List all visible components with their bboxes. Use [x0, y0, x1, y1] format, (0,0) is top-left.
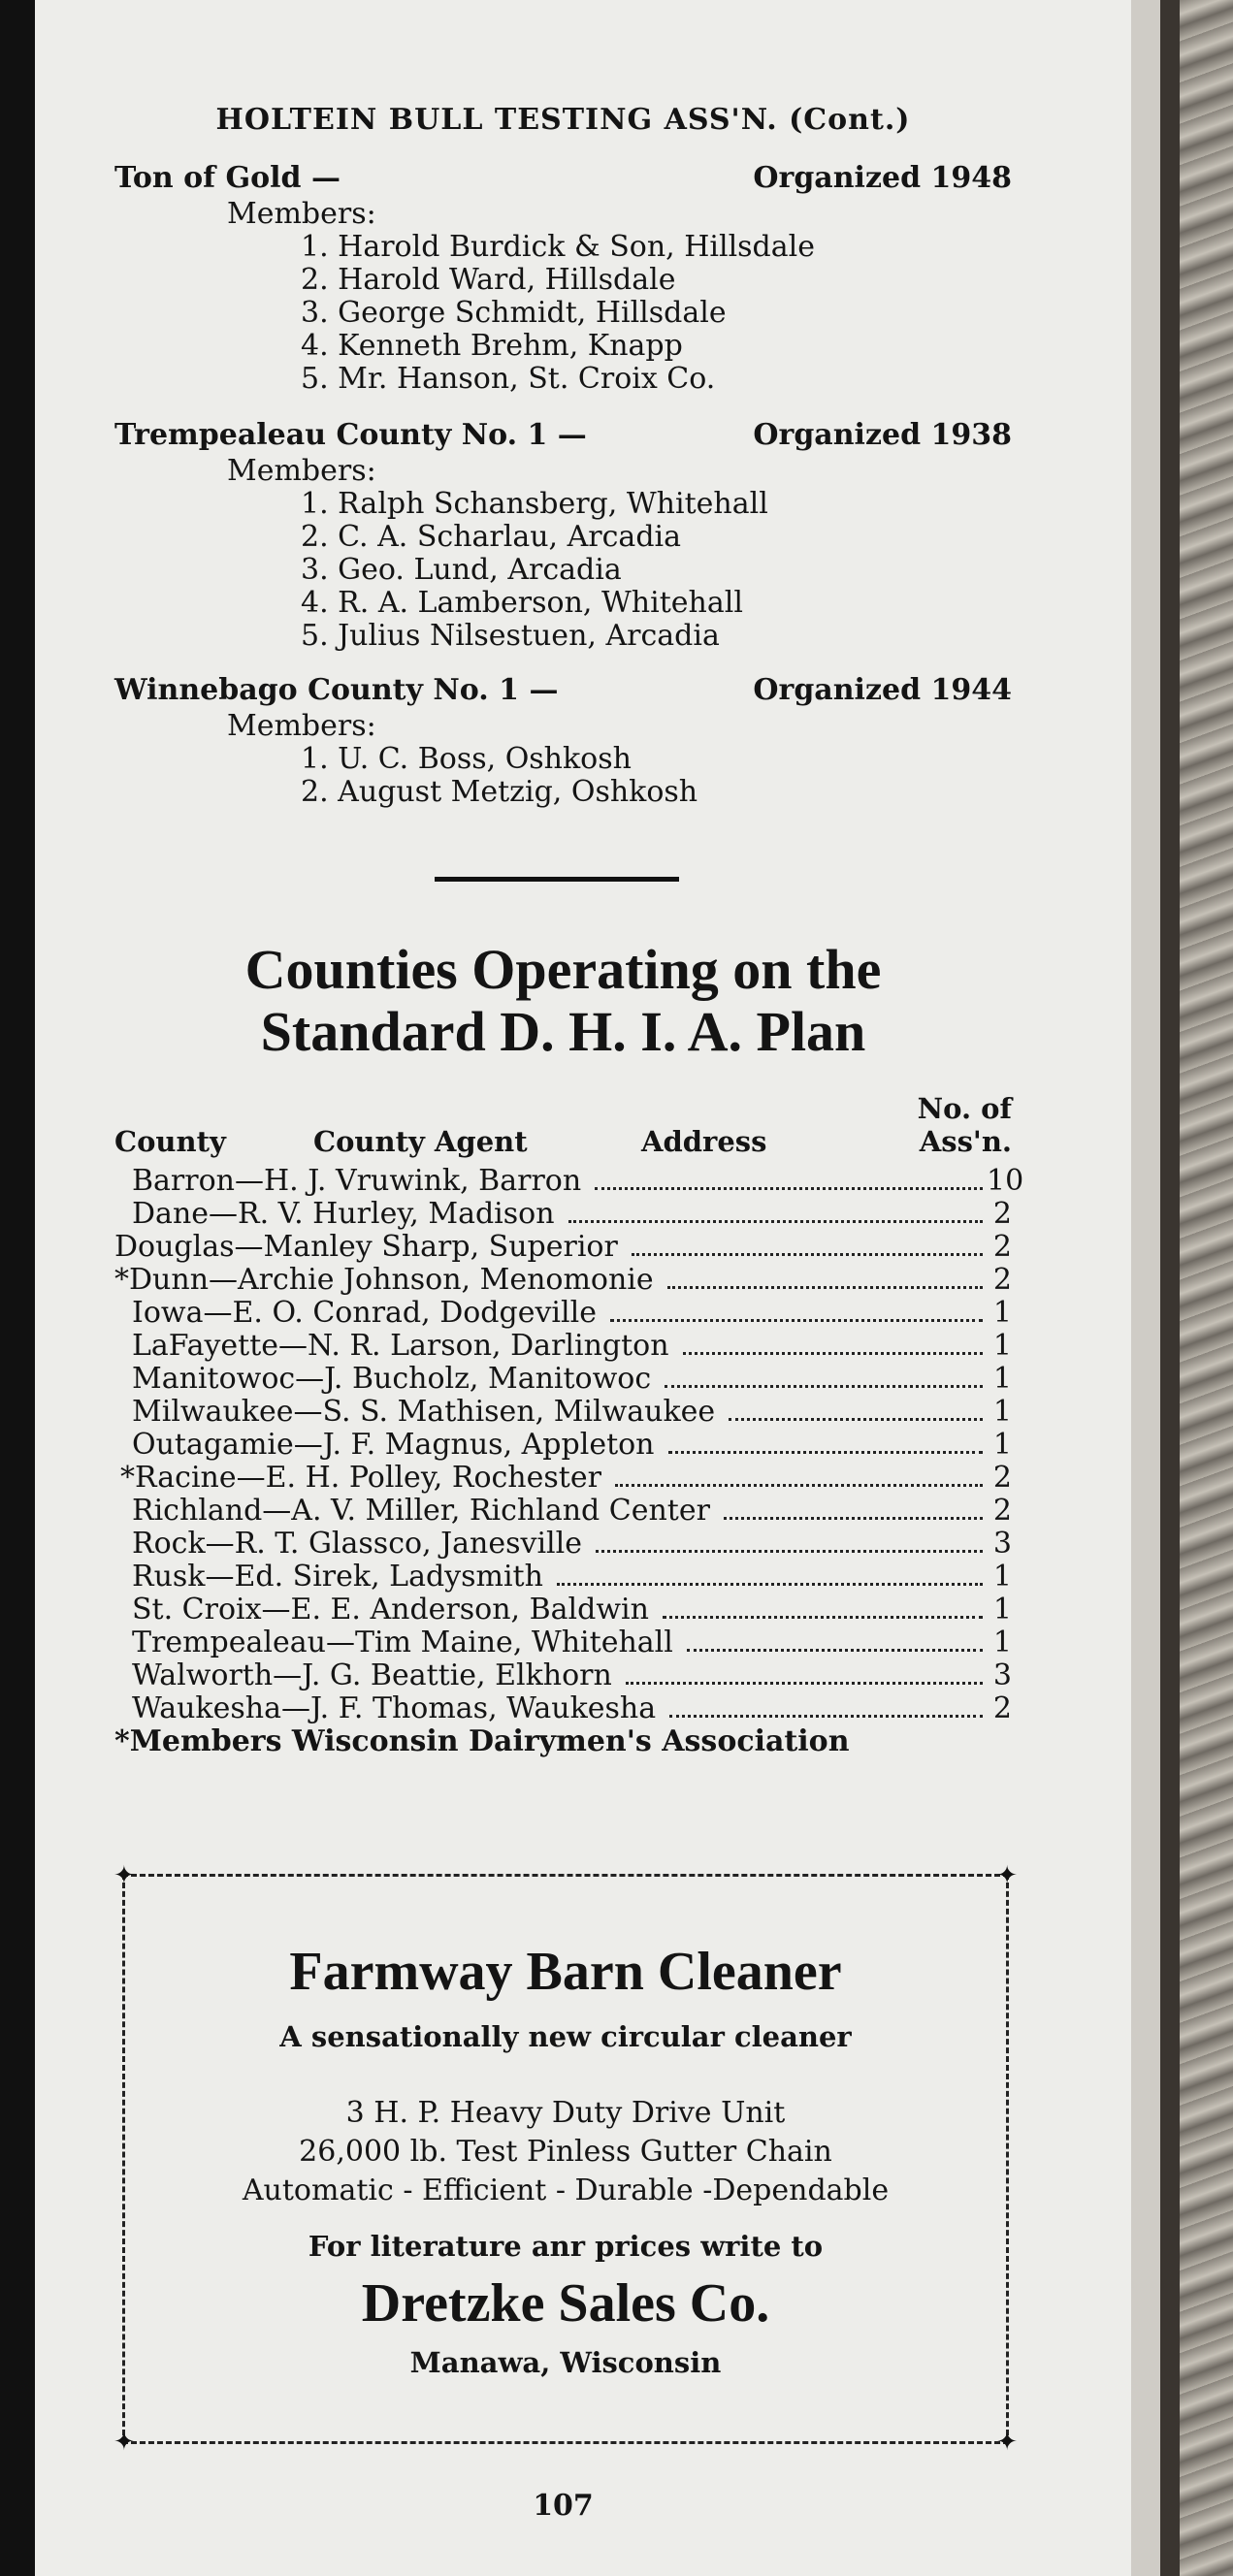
county-row	[114, 1362, 1012, 1395]
leader-dots	[557, 1583, 983, 1586]
county-text: Iowa—E. O. Conrad, Dodgeville	[132, 1296, 597, 1330]
assn-count: 2	[992, 1230, 1012, 1264]
county-text: Rock—R. T. Glassco, Janesville	[132, 1527, 583, 1561]
county-text: Barron—H. J. Vruwink, Barron	[132, 1164, 582, 1198]
divider-rule	[435, 877, 679, 882]
member-item: 3. Geo. Lund, Arcadia	[301, 553, 622, 587]
members-list	[301, 488, 1012, 653]
leader-dots	[595, 1187, 983, 1190]
ad-feature: Automatic - Efficient - Durable -Dependable	[242, 2174, 890, 2207]
page-edges	[1131, 0, 1160, 2576]
county-row	[114, 1329, 1012, 1362]
county-row	[114, 1296, 1012, 1329]
county-row	[114, 1527, 1012, 1560]
leader-dots	[683, 1352, 983, 1355]
county-row	[114, 1461, 1012, 1494]
section-title-line1: Counties Operating on the	[244, 938, 882, 1001]
county-row	[114, 1626, 1012, 1658]
ad-title: Farmway Barn Cleaner	[289, 1942, 842, 2002]
col-county: County	[114, 1125, 226, 1158]
county-text: Milwaukee—S. S. Mathisen, Milwaukee	[132, 1395, 716, 1429]
county-row	[114, 1428, 1012, 1461]
ornament-icon: ✦	[114, 1861, 135, 1890]
county-row	[114, 1263, 1012, 1296]
assn-count: 1	[992, 1296, 1012, 1330]
association-trempealeau	[114, 418, 1012, 653]
leader-dots	[668, 1451, 983, 1454]
leader-dots	[632, 1253, 983, 1256]
leader-dots	[663, 1616, 983, 1619]
member-item: 5. Julius Nilsestuen, Arcadia	[301, 619, 720, 653]
ad-company: Dretzke Sales Co.	[361, 2273, 770, 2334]
ad-tagline: A sensationally new circular cleaner	[279, 2020, 852, 2053]
advertisement-box	[114, 1861, 1018, 2457]
organized-year: Organized 1938	[753, 418, 1012, 452]
leader-dots	[667, 1286, 983, 1289]
column-headers	[114, 1090, 1012, 1160]
assn-count: 1	[992, 1362, 1012, 1396]
leader-dots	[724, 1517, 983, 1520]
assn-count: 1	[992, 1560, 1012, 1594]
assn-count: 1	[992, 1329, 1012, 1363]
member-item: 2. C. A. Scharlau, Arcadia	[301, 520, 682, 554]
cover-edge	[1160, 0, 1180, 2576]
county-row	[114, 1593, 1012, 1626]
ad-city: Manawa, Wisconsin	[409, 2346, 722, 2379]
assn-count: 2	[992, 1461, 1012, 1495]
county-text: Rusk—Ed. Sirek, Ladysmith	[132, 1560, 543, 1594]
association-name: Trempealeau County No. 1 —	[114, 418, 587, 452]
col-assn: Ass'n.	[919, 1125, 1012, 1158]
county-row	[114, 1230, 1012, 1263]
leader-dots	[626, 1682, 983, 1685]
member-item: 1. U. C. Boss, Oshkosh	[301, 742, 632, 776]
organized-year: Organized 1944	[753, 673, 1012, 707]
section-title-line2: Standard D. H. I. A. Plan	[260, 1000, 866, 1063]
assn-count: 1	[992, 1593, 1012, 1626]
members-list	[301, 743, 1012, 809]
member-item: 1. Ralph Schansberg, Whitehall	[301, 487, 768, 521]
county-row	[114, 1658, 1012, 1691]
col-address: Address	[641, 1125, 767, 1158]
assn-count: 1	[992, 1395, 1012, 1429]
member-item: 4. R. A. Lamberson, Whitehall	[301, 586, 743, 620]
footnote: *Members Wisconsin Dairymen's Association	[114, 1724, 850, 1758]
leader-dots	[568, 1220, 983, 1223]
county-row	[114, 1494, 1012, 1527]
assn-count: 1	[992, 1626, 1012, 1659]
col-agent: County Agent	[313, 1125, 528, 1158]
assn-count: 2	[992, 1197, 1012, 1231]
county-text: Manitowoc—J. Bucholz, Manitowoc	[132, 1362, 652, 1396]
county-row	[114, 1560, 1012, 1593]
assn-count: 2	[992, 1494, 1012, 1528]
association-heading	[114, 673, 1012, 710]
counties-list	[114, 1164, 1024, 1725]
association-winnebago	[114, 673, 1012, 809]
section-title	[114, 939, 1012, 1063]
county-row	[114, 1197, 1012, 1230]
county-text: Walworth—J. G. Beattie, Elkhorn	[132, 1658, 612, 1692]
association-name: Ton of Gold —	[114, 161, 341, 195]
county-text: Outagamie—J. F. Magnus, Appleton	[132, 1428, 655, 1462]
members-list	[301, 231, 1012, 396]
county-text: Dane—R. V. Hurley, Madison	[132, 1197, 555, 1231]
county-text: Trempealeau—Tim Maine, Whitehall	[132, 1626, 673, 1659]
marbled-cover	[1180, 0, 1233, 2576]
assn-count: 2	[992, 1691, 1012, 1725]
member-item: 5. Mr. Hanson, St. Croix Co.	[301, 362, 716, 396]
member-item: 2. August Metzig, Oshkosh	[301, 775, 698, 809]
county-row	[114, 1164, 1024, 1198]
ad-write-to: For literature anr prices write to	[308, 2230, 824, 2263]
leader-dots	[729, 1418, 983, 1421]
ornament-icon: ✦	[996, 2428, 1018, 2457]
ornament-icon: ✦	[996, 1861, 1018, 1890]
leader-dots	[596, 1550, 983, 1553]
leader-dots	[687, 1649, 983, 1652]
county-text: Waukesha—J. F. Thomas, Waukesha	[132, 1691, 657, 1725]
leader-dots	[615, 1484, 983, 1487]
col-no-of: No. of	[917, 1092, 1012, 1125]
assn-count: 2	[992, 1263, 1012, 1297]
leader-dots	[665, 1385, 983, 1388]
association-heading	[114, 418, 1012, 455]
member-item: 1. Harold Burdick & Son, Hillsdale	[301, 230, 815, 264]
county-text: Richland—A. V. Miller, Richland Center	[132, 1494, 710, 1528]
assn-count: 3	[992, 1658, 1012, 1692]
county-row	[114, 1691, 1012, 1724]
member-item: 3. George Schmidt, Hillsdale	[301, 296, 727, 330]
organized-year: Organized 1948	[753, 161, 1012, 195]
county-text: LaFayette—N. R. Larson, Darlington	[132, 1329, 669, 1363]
member-item: 4. Kenneth Brehm, Knapp	[301, 329, 683, 363]
leader-dots	[669, 1715, 983, 1718]
section-header: HOLTEIN BULL TESTING ASS'N. (Cont.)	[215, 103, 911, 137]
members-label: Members:	[227, 197, 376, 231]
members-label: Members:	[227, 454, 376, 488]
association-heading	[114, 161, 1012, 198]
ad-feature: 26,000 lb. Test Pinless Gutter Chain	[299, 2135, 832, 2169]
county-row	[114, 1395, 1012, 1428]
assn-count: 10	[987, 1164, 1024, 1198]
member-item: 2. Harold Ward, Hillsdale	[301, 263, 676, 297]
association-name: Winnebago County No. 1 —	[114, 673, 559, 707]
ad-feature: 3 H. P. Heavy Duty Drive Unit	[345, 2096, 786, 2130]
members-label: Members:	[227, 709, 376, 743]
leader-dots	[610, 1319, 983, 1322]
county-text: *Racine—E. H. Polley, Rochester	[120, 1461, 601, 1495]
binding-edge	[0, 0, 35, 2576]
page-number: 107	[533, 2489, 594, 2523]
county-text: *Dunn—Archie Johnson, Menomonie	[114, 1263, 654, 1297]
assn-count: 3	[992, 1527, 1012, 1561]
county-text: St. Croix—E. E. Anderson, Baldwin	[132, 1593, 649, 1626]
ornament-icon: ✦	[114, 2428, 135, 2457]
association-ton-of-gold	[114, 161, 1012, 396]
county-text: Douglas—Manley Sharp, Superior	[114, 1230, 618, 1264]
assn-count: 1	[992, 1428, 1012, 1462]
